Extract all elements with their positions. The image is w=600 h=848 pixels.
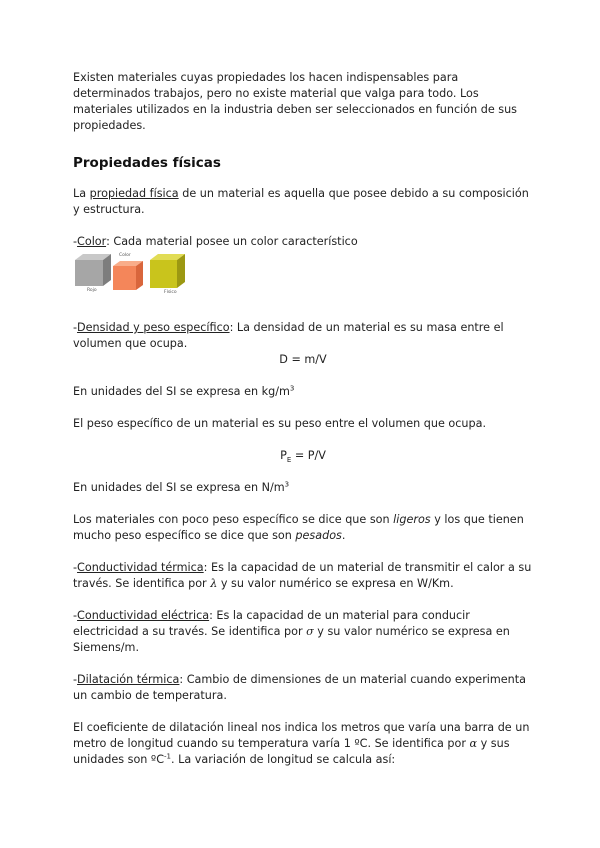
- coef-t2: y sus unidades son ºC: [73, 737, 510, 766]
- termica-t2: y su valor numérico se expresa en W/Km.: [217, 577, 454, 590]
- ligeros-t1: Los materiales con poco peso específico se dice que son: [73, 513, 394, 526]
- termica-t1: : Es la capacidad de un material de transmitir el calor a su través. Se identifica por: [73, 561, 532, 590]
- gray-cube: [75, 254, 111, 286]
- def-pre: La: [73, 187, 90, 200]
- peso-formula-rest: = P/V: [291, 449, 326, 462]
- dilatacion-paragraph: [73, 672, 533, 704]
- ligeros-t2: y los que tienen mucho peso específico se dice que son: [73, 513, 524, 542]
- document-page: [73, 70, 533, 768]
- definition-paragraph: [73, 186, 533, 218]
- cube-label-right: Físico: [164, 290, 177, 295]
- lambda-symbol: λ: [210, 577, 218, 590]
- color-paragraph: [73, 234, 533, 250]
- coef-exp: -1: [164, 752, 172, 761]
- ligeros-italic: ligeros: [393, 513, 431, 526]
- dilatacion-term: Dilatación térmica: [77, 673, 180, 686]
- coef-paragraph: [73, 720, 533, 768]
- densidad-formula: D = m/V: [279, 353, 327, 366]
- peso-paragraph: El peso específico de un material es su peso entre el volumen que ocupa.: [73, 417, 487, 430]
- sigma-symbol: σ: [306, 625, 314, 638]
- color-text: : Cada material posee un color característico: [106, 235, 358, 248]
- alpha-symbol: α: [469, 737, 478, 750]
- electrica-t2: y su valor numérico se expresa en Siemens/m.: [73, 625, 510, 654]
- color-dash: -: [73, 235, 78, 248]
- yellow-cube: [150, 254, 185, 288]
- peso-formula: [73, 448, 533, 464]
- peso-si-text: En unidades del SI se expresa en N/m: [73, 481, 285, 494]
- densidad-dash: -: [73, 321, 78, 334]
- cube-label-top: Color: [119, 253, 131, 258]
- coef-t1: El coeficiente de dilatación lineal nos indica los metros que varía una barra de un metro de longitud cuando su temperatura varía 1 ºC. Se identifica por: [73, 721, 530, 750]
- peso-formula-base: P: [280, 449, 287, 462]
- coef-t3: . La variación de longitud se calcula así:: [171, 753, 396, 766]
- densidad-si-text: En unidades del SI se expresa en kg/m: [73, 385, 290, 398]
- def-term: propiedad física: [89, 187, 179, 200]
- pesados-italic: pesados: [295, 529, 342, 542]
- dilatacion-dash: -: [73, 673, 78, 686]
- densidad-paragraph: [73, 320, 533, 352]
- peso-formula-sub: E: [286, 456, 292, 465]
- color-term: Color: [77, 235, 107, 248]
- densidad-si-exp: 3: [289, 384, 295, 393]
- dilatacion-text: : Cambio de dimensiones de un material cuando experimenta un cambio de temperatura.: [73, 673, 527, 702]
- color-cubes-figure: [73, 254, 533, 298]
- electrica-t1: : Es la capacidad de un material para conducir electricidad a su través. Se identifica por: [73, 609, 470, 638]
- cube-label-left: Rojo: [87, 288, 97, 293]
- peso-si-exp: 3: [284, 480, 290, 489]
- electrica-paragraph: [73, 608, 533, 656]
- termica-dash: -: [73, 561, 78, 574]
- electrica-dash: -: [73, 609, 78, 622]
- def-post: de un material es aquella que posee debido a su composición y estructura.: [73, 187, 529, 216]
- section-heading: Propiedades físicas: [73, 155, 221, 171]
- peso-si: [73, 480, 533, 496]
- intro-paragraph: Existen materiales cuyas propiedades los hacen indispensables para determinados trabajos, pero no existe material que valga para todo. Los materiales utilizados en la industria deben ser seleccionados en función de sus propiedades.: [73, 71, 518, 132]
- termica-term: Conductividad térmica: [77, 561, 204, 574]
- densidad-text: : La densidad de un material es su masa entre el volumen que ocupa.: [73, 321, 504, 350]
- ligeros-paragraph: [73, 512, 533, 544]
- ligeros-t3: .: [341, 529, 346, 542]
- densidad-term: Densidad y peso específico: [77, 321, 230, 334]
- orange-cube: [113, 261, 143, 290]
- termica-paragraph: [73, 560, 533, 592]
- electrica-term: Conductividad eléctrica: [77, 609, 210, 622]
- densidad-si: [73, 384, 533, 400]
